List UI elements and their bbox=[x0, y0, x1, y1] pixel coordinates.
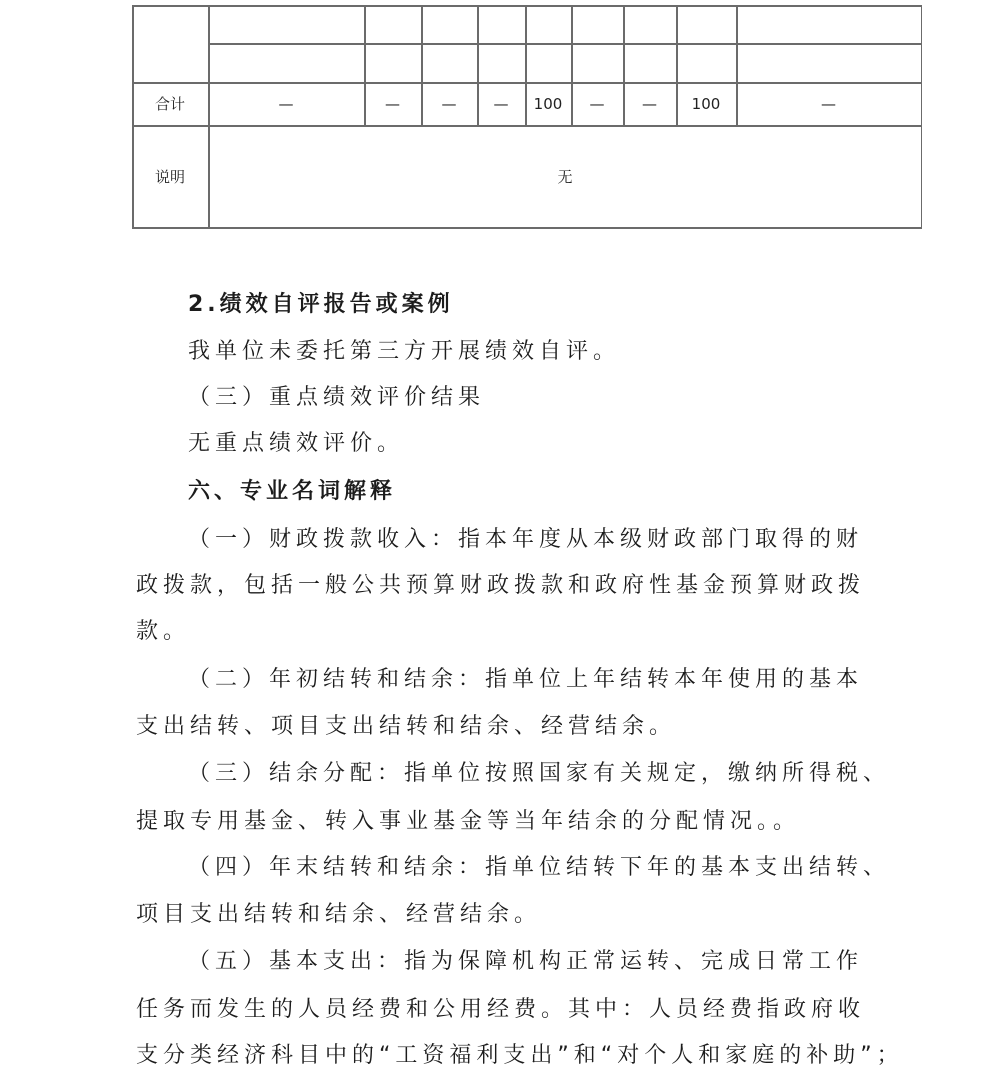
total-cell: 100 bbox=[533, 94, 563, 113]
glossary-item-line: 款。 bbox=[136, 619, 191, 644]
total-cell: — bbox=[642, 94, 657, 113]
report-heading: 2.绩效自评报告或案例 bbox=[188, 292, 454, 317]
key-eval-heading: （三）重点绩效评价结果 bbox=[188, 385, 486, 410]
glossary-item-line: 支出结转、项目支出结转和结余、经营结余。 bbox=[136, 714, 677, 739]
glossary-item-line: （二）年初结转和结余：指单位上年结转本年使用的基本 bbox=[188, 667, 864, 692]
report-text: 我单位未委托第三方开展绩效自评。 bbox=[188, 339, 621, 364]
total-cell: — bbox=[278, 94, 294, 113]
total-cell: — bbox=[493, 94, 509, 113]
table-border-top bbox=[132, 5, 922, 7]
glossary-item-line: （四）年末结转和结余：指单位结转下年的基本支出结转、 bbox=[188, 855, 891, 880]
total-cell: — bbox=[385, 94, 400, 113]
total-cell: 100 bbox=[691, 94, 721, 113]
glossary-item-line: 项目支出结转和结余、经营结余。 bbox=[136, 902, 542, 927]
total-cell: — bbox=[441, 94, 457, 113]
table-row-divider bbox=[208, 43, 922, 45]
glossary-item-line: 提取专用基金、转入事业基金等当年结余的分配情况。。 bbox=[136, 809, 801, 834]
glossary-item-line: （五）基本支出：指为保障机构正常运转、完成日常工作 bbox=[188, 949, 864, 974]
glossary-item-line: （三）结余分配：指单位按照国家有关规定，缴纳所得税、 bbox=[188, 761, 891, 786]
table-border-bottom bbox=[132, 227, 922, 229]
note-row-label: 说明 bbox=[154, 167, 185, 186]
glossary-item-line: 任务而发生的人员经费和公用经费。其中：人员经费指政府收 bbox=[136, 997, 866, 1022]
note-row-value: 无 bbox=[557, 167, 573, 186]
glossary-heading: 六、专业名词解释 bbox=[188, 479, 397, 504]
glossary-item-line: 政拨款，包括一般公共预算财政拨款和政府性基金预算财政拨 bbox=[136, 573, 866, 598]
total-cell: — bbox=[589, 94, 605, 113]
glossary-item-line: （一）财政拨款收入：指本年度从本级财政部门取得的财 bbox=[188, 527, 864, 552]
key-eval-text: 无重点绩效评价。 bbox=[188, 431, 405, 456]
glossary-item-line: 支分类经济科目中的“工资福利支出”和“对个人和家庭的补助”； bbox=[136, 1043, 904, 1068]
total-row-label: 合计 bbox=[154, 95, 185, 113]
performance-table bbox=[132, 5, 922, 229]
total-cell: — bbox=[821, 94, 836, 113]
